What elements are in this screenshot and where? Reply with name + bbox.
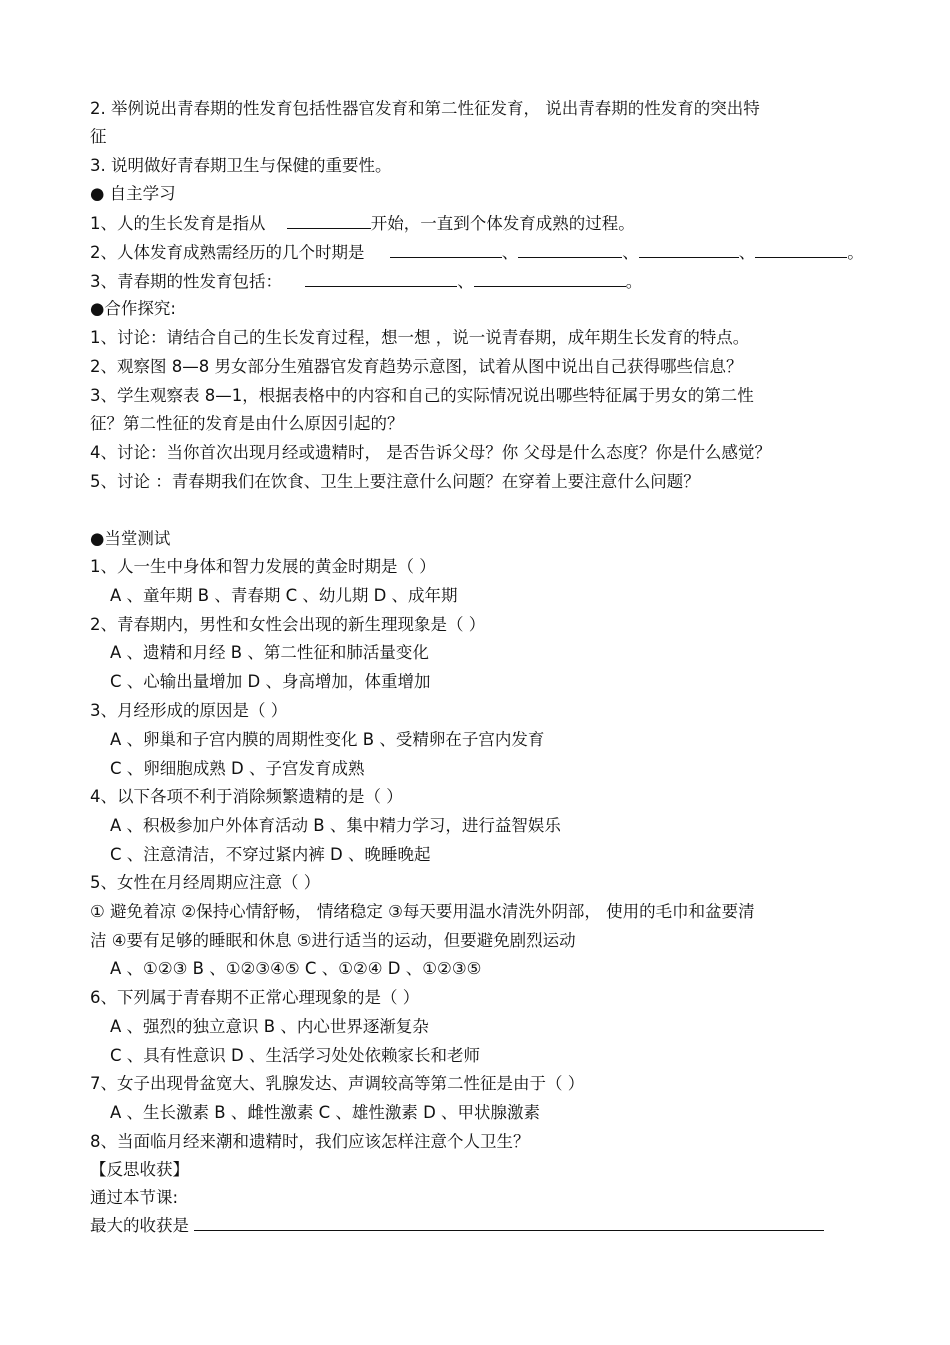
cooperate-heading: ●合作探究: [90, 299, 176, 318]
test-q5-desc-1: ① 避免着凉 ②保持心情舒畅， 情绪稳定 ③每天要用温水清洗外阴部， 使用的毛巾和盆要清 [90, 902, 755, 921]
cooperate-q5: 5、讨论 ：青春期我们在饮食、卫生上要注意什么问题？在穿着上要注意什么问题？ [90, 472, 700, 491]
test-q5-desc-2: 洁 ④要有足够的睡眠和休息 ⑤进行适当的运动，但要避免剧烈运动 [90, 931, 576, 950]
test-q4-options-2[interactable]: C 、注意清洁，不穿过紧内裤 D 、晚睡晚起 [110, 845, 431, 864]
q2-text-a: 2、人体发育成熟需经历的几个时期是 [90, 243, 365, 262]
fill-blank[interactable] [305, 270, 457, 287]
reflection-answer-blank[interactable] [194, 1214, 824, 1231]
end-mark: 。 [625, 272, 643, 291]
cooperate-q4: 4、讨论：当你首次出现月经或遗精时， 是否告诉父母？你 父母是什么态度？你是什么感觉？ [90, 443, 771, 462]
test-q4: 4、以下各项不利于消除频繁遗精的是（ ） [90, 787, 403, 806]
test-q1-options[interactable]: A 、童年期 B 、青春期 C 、幼儿期 D 、成年期 [110, 586, 458, 605]
cooperate-q3-cont: 征？第二性征的发育是由什么原因引起的？ [90, 414, 404, 433]
test-q6-options-1[interactable]: A 、强烈的独立意识 B 、内心世界逐渐复杂 [110, 1017, 429, 1036]
test-q7-options[interactable]: A 、生长激素 B 、雌性激素 C 、雄性激素 D 、甲状腺激素 [110, 1103, 541, 1122]
test-q5: 5、女性在月经周期应注意（ ） [90, 873, 321, 892]
test-q6: 6、下列属于青春期不正常心理现象的是（ ） [90, 988, 420, 1007]
fill-blank[interactable] [639, 241, 739, 258]
self-study-heading: ● 自主学习 [90, 184, 176, 203]
test-q3: 3、月经形成的原因是（ ） [90, 701, 288, 720]
fill-blank[interactable] [287, 212, 371, 229]
test-q6-options-2[interactable]: C 、具有性意识 D 、生活学习处处依赖家长和老师 [110, 1046, 480, 1065]
cooperate-q1: 1、讨论：请结合自己的生长发育过程，想一想 ，说一说青春期，成年期生长发育的特点。 [90, 328, 750, 347]
reflection-line-2 [90, 1214, 824, 1237]
q3-text-a: 3、青春期的性发育包括： [90, 272, 282, 291]
objective-2-cont: 征 [90, 127, 107, 146]
separator: 、 [457, 272, 474, 291]
reflection-heading: 【反思收获】 [90, 1160, 189, 1179]
test-q7: 7、女子出现骨盆宽大、乳腺发达、声调较高等第二性征是由于（ ） [90, 1074, 585, 1093]
fill-blank[interactable] [390, 241, 502, 258]
fill-blank[interactable] [474, 270, 626, 287]
test-q8: 8、当面临月经来潮和遗精时，我们应该怎样注意个人卫生？ [90, 1132, 530, 1151]
test-q2-options-1[interactable]: A 、遗精和月经 B 、第二性征和肺活量变化 [110, 643, 429, 662]
test-q2-options-2[interactable]: C 、心输出量增加 D 、身高增加，体重增加 [110, 672, 431, 691]
reflection-label: 最大的收获是 [90, 1216, 189, 1235]
objective-2: 2. 举例说出青春期的性发育包括性器官发育和第二性征发育， 说出青春期的性发育的突出特 [90, 99, 760, 118]
test-q1: 1、人一生中身体和智力发展的黄金时期是（ ） [90, 557, 436, 576]
end-mark: 。 [847, 243, 864, 262]
self-study-q1 [90, 212, 635, 235]
fill-blank[interactable] [518, 241, 622, 258]
self-study-q2 [90, 241, 864, 264]
test-heading: ●当堂测试 [90, 529, 171, 548]
separator: 、 [501, 243, 519, 262]
test-q3-options-2[interactable]: C 、卵细胞成熟 D 、子宫发育成熟 [110, 759, 365, 778]
cooperate-q3: 3、学生观察表 8—1，根据表格中的内容和自己的实际情况说出哪些特征属于男女的第二性 [90, 386, 754, 405]
cooperate-q2: 2、观察图 8—8 男女部分生殖器官发育趋势示意图，试着从图中说出自己获得哪些信息？ [90, 357, 743, 376]
test-q5-options[interactable]: A 、①②③ B 、①②③④⑤ C 、①②④ D 、①②③⑤ [110, 959, 482, 978]
reflection-line-1: 通过本节课: [90, 1188, 179, 1207]
objective-3: 3. 说明做好青春期卫生与保健的重要性。 [90, 156, 392, 175]
q1-text-b: 开始，一直到个体发育成熟的过程。 [370, 214, 635, 233]
self-study-q3 [90, 270, 642, 293]
test-q2: 2、青春期内，男性和女性会出现的新生理现象是（ ） [90, 615, 486, 634]
separator: 、 [622, 243, 639, 262]
test-q4-options-1[interactable]: A 、积极参加户外体育活动 B 、集中精力学习，进行益智娱乐 [110, 816, 561, 835]
fill-blank[interactable] [755, 241, 847, 258]
test-q3-options-1[interactable]: A 、卵巢和子宫内膜的周期性变化 B 、受精卵在子宫内发育 [110, 730, 545, 749]
separator: 、 [738, 243, 756, 262]
q1-text-a: 1、人的生长发育是指从 [90, 214, 266, 233]
